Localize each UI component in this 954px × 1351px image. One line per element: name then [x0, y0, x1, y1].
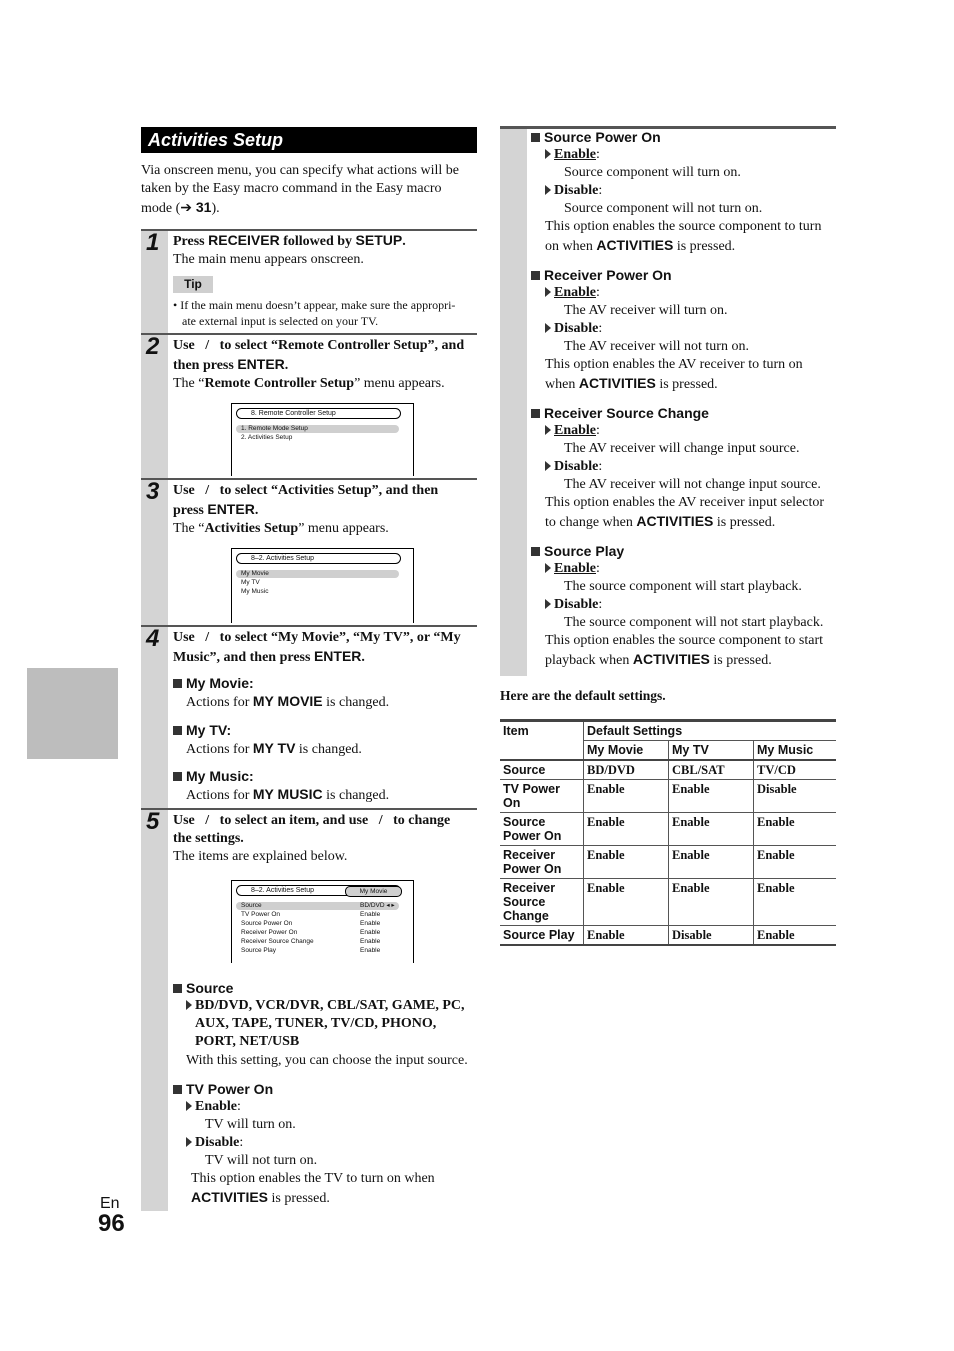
option-note: This option enables the AV receiver input selector — [545, 495, 825, 510]
step-description: The “Activities Setup” menu appears. — [173, 521, 389, 536]
table-row — [500, 813, 836, 846]
square-bullet-icon — [173, 1085, 182, 1094]
square-bullet-icon — [173, 726, 182, 735]
menu-screenshot — [231, 403, 414, 476]
option-section — [531, 266, 836, 394]
table-header-cell: My Movie — [584, 741, 669, 761]
table-cell-value: CBL/SAT — [669, 760, 754, 780]
table-cell-value: BD/DVD — [584, 760, 669, 780]
my-music-block — [173, 767, 478, 805]
disable-label: Disable: — [531, 182, 836, 200]
sub-heading: Receiver Power On — [531, 266, 836, 284]
step-description: The “Remote Controller Setup” menu appears. — [173, 376, 445, 391]
screen-setting-value: Enable — [360, 911, 381, 918]
menu-screenshot — [231, 880, 414, 963]
enable-label: Enable: — [531, 284, 836, 302]
step-number: 1 — [146, 229, 160, 256]
divider — [141, 478, 477, 480]
triangle-bullet-icon — [545, 149, 551, 159]
triangle-bullet-icon — [545, 563, 551, 573]
source-options: BD/DVD, VCR/DVR, CBL/SAT, GAME, PC, AUX, TAPE, TUNER, TV/CD, PHONO, PORT, NET/USB — [173, 997, 483, 1051]
triangle-bullet-icon — [545, 185, 551, 195]
sub-description: Actions for MY TV is changed. — [186, 740, 362, 757]
my-tv-block — [173, 721, 478, 759]
table-header-cell: Item — [500, 721, 584, 741]
table-cell-value: Enable — [584, 879, 669, 926]
screen-title-bar: 8–2. Activities Setup — [236, 885, 401, 896]
intro-line: taken by the Easy macro command in the Easy macro — [141, 181, 442, 196]
step-instruction: then press ENTER. — [173, 356, 289, 373]
disable-description: The AV receiver will not change input source. — [564, 477, 821, 492]
step-instruction: Use / to select “Remote Controller Setup”, and — [173, 338, 465, 353]
square-bullet-icon — [173, 772, 182, 781]
screen-menu-item: My TV — [241, 579, 260, 586]
option-note: This option enables the source component to turn — [545, 219, 822, 234]
table-row — [500, 926, 836, 946]
disable-description: Source component will not turn on. — [564, 201, 763, 216]
tip-label: Tip — [173, 276, 213, 293]
square-bullet-icon — [531, 547, 540, 556]
sub-heading: Source — [186, 980, 234, 996]
divider — [141, 808, 477, 810]
step-instruction: Use / to select an item, and use / to change — [173, 813, 451, 828]
screen-title-bar: 8. Remote Controller Setup — [236, 408, 401, 419]
page-number: 96 — [98, 1210, 125, 1237]
screen-setting-value: Enable — [360, 938, 381, 945]
step-instruction: the settings. — [173, 831, 244, 846]
screen-tab: My Movie — [345, 886, 402, 897]
defaults-table — [500, 719, 836, 946]
screen-menu-item: 2. Activities Setup — [241, 434, 293, 441]
square-bullet-icon — [173, 679, 182, 688]
intro-line: mode (➔ 31). — [141, 199, 220, 216]
screen-setting-value: BD/DVD ◂ ▸ — [360, 902, 395, 909]
table-cell-value: Enable — [584, 926, 669, 946]
option-note: This option enables the source component to start — [545, 633, 823, 648]
step-number: 4 — [146, 625, 160, 652]
table-cell-value: Enable — [584, 780, 669, 813]
sub-heading: Source Power On — [531, 128, 836, 146]
table-cell-value: Enable — [669, 780, 754, 813]
screen-menu-item: My Movie — [241, 570, 269, 577]
source-section — [173, 979, 483, 1070]
step-instruction: Press RECEIVER followed by SETUP. — [173, 232, 406, 249]
square-bullet-icon — [531, 271, 540, 280]
screen-setting-label: Source Power On — [241, 920, 293, 927]
step-number: 5 — [146, 808, 160, 835]
table-cell-item: Source Play — [500, 926, 584, 946]
enable-label: Enable: — [531, 422, 836, 440]
intro-paragraph — [141, 162, 481, 218]
option-section — [531, 128, 836, 256]
triangle-bullet-icon — [545, 287, 551, 297]
sub-description: Actions for MY MUSIC is changed. — [186, 786, 390, 803]
table-cell-value: Enable — [754, 846, 837, 879]
screen-setting-value: Enable — [360, 947, 381, 954]
table-cell-item: Receiver Power On — [500, 846, 584, 879]
table-header-cell: My Music — [754, 741, 837, 761]
option-note: when ACTIVITIES is pressed. — [545, 375, 718, 392]
triangle-bullet-icon — [545, 599, 551, 609]
enable-description: The source component will start playback. — [564, 579, 802, 594]
enable-label: Enable: — [531, 560, 836, 578]
sub-heading: Receiver Source Change — [531, 404, 836, 422]
enable-description: The AV receiver will turn on. — [564, 303, 728, 318]
table-row — [500, 879, 836, 926]
section-title: Activities Setup — [141, 127, 477, 153]
step-instruction: Use / to select “Activities Setup”, and then — [173, 483, 439, 498]
option-note: This option enables the AV receiver to turn on — [545, 357, 803, 372]
option-note: playback when ACTIVITIES is pressed. — [545, 651, 772, 668]
sub-description: With this setting, you can choose the input source. — [186, 1053, 468, 1068]
triangle-bullet-icon — [186, 1101, 192, 1111]
tip-text: • If the main menu doesn’t appear, make sure the appropri- ate external input is selected on your TV. — [173, 298, 456, 328]
disable-label: Disable: — [531, 596, 836, 614]
screen-setting-label: Source — [241, 902, 262, 909]
screen-setting-label: Receiver Power On — [241, 929, 298, 936]
step-instruction: Music”, and then press ENTER. — [173, 648, 365, 665]
steps-strip — [141, 230, 168, 1211]
table-cell-value: Enable — [669, 879, 754, 926]
tv-power-section: TV Power On Enable: TV will turn on. Disable: TV will not turn on. This option enables the TV to turn on when ACTIVITIES is pressed. — [173, 1080, 483, 1208]
screen-menu-item: 1. Remote Mode Setup — [241, 425, 308, 432]
screen-setting-label: TV Power On — [241, 911, 281, 918]
sub-heading: My Movie: — [186, 675, 254, 691]
table-row — [500, 760, 836, 780]
step-2 — [173, 337, 478, 393]
my-movie-block — [173, 674, 478, 712]
section-tab — [27, 668, 118, 759]
screen-setting-label: Source Play — [241, 947, 277, 954]
divider — [141, 625, 477, 627]
step-instruction: press ENTER. — [173, 501, 259, 518]
table-cell-value: Disable — [669, 926, 754, 946]
square-bullet-icon — [173, 984, 182, 993]
screen-setting-value: Enable — [360, 929, 381, 936]
triangle-bullet-icon — [545, 461, 551, 471]
screen-setting-value: Enable — [360, 920, 381, 927]
page-language: En — [100, 1195, 120, 1212]
disable-label: Disable: — [531, 458, 836, 476]
step-1 — [173, 231, 478, 269]
option-note: on when ACTIVITIES is pressed. — [545, 237, 736, 254]
triangle-bullet-icon — [545, 323, 551, 333]
table-cell-value: TV/CD — [754, 760, 837, 780]
table-cell-item: Source — [500, 760, 584, 780]
table-cell-value: Enable — [584, 813, 669, 846]
step-4 — [173, 629, 478, 667]
table-cell-value: Enable — [669, 813, 754, 846]
table-cell-item: Receiver Source Change — [500, 879, 584, 926]
triangle-bullet-icon — [186, 1000, 192, 1010]
table-cell-value: Enable — [584, 846, 669, 879]
enable-label: Enable: — [531, 146, 836, 164]
step-3 — [173, 482, 478, 538]
sub-heading: Source Play — [531, 542, 836, 560]
table-header-cell: My TV — [669, 741, 754, 761]
defaults-caption: Here are the default settings. — [500, 688, 666, 703]
table-cell-value: Enable — [754, 926, 837, 946]
square-bullet-icon — [531, 409, 540, 418]
triangle-bullet-icon — [186, 1137, 192, 1147]
option-note: to change when ACTIVITIES is pressed. — [545, 513, 776, 530]
option-section — [531, 404, 836, 532]
sub-heading: My TV: — [186, 722, 232, 738]
screen-menu-item: My Music — [241, 588, 269, 595]
screen-title-bar: 8–2. Activities Setup — [236, 553, 401, 564]
table-cell-value: Enable — [669, 846, 754, 879]
table-cell-value: Disable — [754, 780, 837, 813]
table-cell-item: TV Power On — [500, 780, 584, 813]
disable-label: Disable: — [531, 320, 836, 338]
intro-line: Via onscreen menu, you can specify what actions will be — [141, 163, 459, 178]
step-description: The main menu appears onscreen. — [173, 252, 364, 267]
option-section — [531, 542, 836, 670]
enable-description: Source component will turn on. — [564, 165, 741, 180]
table-header-row — [500, 721, 836, 741]
arrow-icon: ➔ — [180, 199, 196, 215]
page-ref-link[interactable]: 31 — [195, 199, 212, 215]
divider — [141, 333, 477, 335]
screen-setting-label: Receiver Source Change — [241, 938, 314, 945]
sub-heading: TV Power On — [186, 1081, 274, 1097]
table-row — [500, 846, 836, 879]
step-description: The items are explained below. — [173, 849, 348, 864]
disable-description: The AV receiver will not turn on. — [564, 339, 749, 354]
table-header-row — [500, 741, 836, 761]
table-cell-value: Enable — [754, 813, 837, 846]
step-instruction: Use / to select “My Movie”, “My TV”, or “My — [173, 630, 461, 645]
step-5 — [173, 812, 478, 866]
step-number: 3 — [146, 478, 160, 505]
table-cell-value: Enable — [754, 879, 837, 926]
right-strip — [500, 129, 527, 676]
enable-description: The AV receiver will change input source. — [564, 441, 800, 456]
step-number: 2 — [146, 333, 160, 360]
menu-screenshot — [231, 548, 414, 623]
sub-heading: My Music: — [186, 768, 254, 784]
table-cell-item: Source Power On — [500, 813, 584, 846]
sub-description: Actions for MY MOVIE is changed. — [186, 693, 390, 710]
triangle-bullet-icon — [545, 425, 551, 435]
table-row — [500, 780, 836, 813]
disable-description: The source component will not start playback. — [564, 615, 824, 630]
square-bullet-icon — [531, 133, 540, 142]
table-header-cell: Default Settings — [584, 721, 837, 741]
